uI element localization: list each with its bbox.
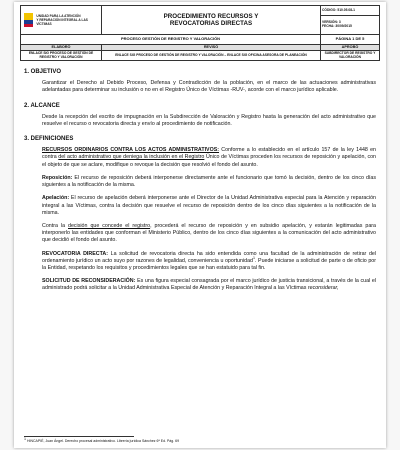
definition-term: RECURSOS ORDINARIOS CONTRA LOS ACTOS ADMINISTRATIVOS:	[42, 147, 220, 154]
footnote-reference[interactable]: 1	[252, 255, 255, 260]
footnote-divider	[24, 436, 134, 437]
logo-line-1: UNIDAD PARA LA ATENCIÓN	[36, 13, 81, 18]
colombia-flag-icon	[24, 13, 33, 27]
signature-reviso: ENLACE SIG PROCESO DE GESTIÓN DE REGISTRO Y VALORACIÓN – ENLACE SIG OFICINA ASESORA DE PLANEACIÓN	[102, 51, 321, 61]
signature-head-aprobo: APROBÓ	[321, 45, 380, 51]
definition-reconsideracion: SOLICITUD DE RECONSIDERACIÓN: Es una figura especial consagrada por el marco jurídico de justicia transicional, a través de la cual el administrado podrá solicitar a la Unidad Administrativa Especial de Atención y Reparación Integral a las Víctimas reconsiderar,	[42, 278, 377, 292]
definition-term: SOLICITUD DE RECONSIDERACIÓN:	[42, 278, 136, 285]
definition-term: REVOCATORIA DIRECTA:	[42, 250, 109, 257]
definition-term: Reposición:	[42, 174, 73, 181]
document-code: CÓDIGO: 510.05.08-1	[321, 6, 380, 16]
entity-logo	[22, 13, 100, 27]
signature-head-elaboro: ELABORÓ	[21, 45, 102, 51]
section-title-definitions: 3. DEFINICIONES	[24, 136, 74, 143]
definition-term: Apelación:	[42, 195, 70, 202]
logo-cell	[21, 6, 102, 35]
section-body-objective: Garantizar el Derecho al Debido Proceso, Defensa y Contradicción de la población, en el marco de las actuaciones administrativas adelantadas para determinar su inclusión o no en el Registro Único de Víctimas -RUV-, acorde con el marco jurídico aplicable.	[42, 80, 376, 94]
page-number: PÁGINA 1 DE 5	[321, 35, 380, 45]
document-header-table	[20, 5, 380, 61]
section-title-objective: 1. OBJETIVO	[24, 69, 62, 75]
document-body	[24, 68, 376, 299]
section-body-scope: Desde la recepción del escrito de impugnación en la Subdirección de Valoración y Registro hasta la generación del acto administrativo que resuelve el recurso o revocatoria directa y envío al procedimiento de notificación.	[42, 113, 376, 127]
footnote-text: HINCAPIÉ, Juan Ángel. Derecho procesal administrativo. Librería jurídica Sánchez 6ª Ed. Pág. 69	[26, 439, 180, 444]
definition-recursos-ordinarios: RECURSOS ORDINARIOS CONTRA LOS ACTOS ADMINISTRATIVOS: Conforme a lo establecido en el artículo 157 de la ley 1448 en contra del acto administrativo que deniega la inclusión en el Registro Único de Víctimas proceden los recursos de reposición y apelación, con el objeto de que se aclare, modifique o revoque la decisión que resolvió el fondo del asunto.	[42, 147, 377, 168]
document-page	[14, 2, 386, 448]
section-title-scope: 2. ALCANCE	[24, 102, 60, 109]
definition-revocatoria-directa: REVOCATORIA DIRECTA: La solicitud de revocatoria directa ha sido entendida como una facultad de la administración de retirar del ordenamiento jurídico un acto suyo por razones de legalidad, conveniencia u oportunidad$^1$. Puede iniciarse a solicitud de parte o de oficio por la Entidad, respetando los requisitos y procedimientos legales que se han estatuido para tal fin.	[42, 250, 377, 271]
definition-registro-concedido: Contra la decisión que concede el registro, procederá el recurso de reposición y en subsidio apelación, y estarán legitimadas para interponerlo las entidades que conforman el Ministerio Público, dentro de los cinco días siguientes a la comunicación del acto administrativo que decidió el fondo del asunto.	[42, 222, 376, 244]
signature-head-reviso: REVISÓ	[102, 45, 321, 51]
logo-line-2: Y REPARACIÓN INTEGRAL A LAS VÍCTIMAS	[36, 17, 88, 27]
footnote-number: 1	[24, 437, 26, 441]
signature-aprobo: SUBDIRECTOR DE REGISTRO Y VALORACIÓN	[321, 51, 380, 61]
document-title: PROCEDIMIENTO RECURSOS Y REVOCATORIAS DIRECTAS	[102, 6, 321, 35]
document-version-date: VERSIÓN: 3 FECHA: 30/09/2015	[321, 16, 380, 35]
footnote	[24, 436, 376, 443]
definition-reposicion: Reposición: El recurso de reposición deberá interponerse directamente ante el funcionario que tomó la decisión, dentro de los cinco días siguientes a la notificación de la misma.	[42, 174, 376, 189]
definition-apelacion: Apelación: El recurso de apelación deberá interponerse ante el Director de la Unidad Administrativa especial para la Atención y reparación integral a las Víctimas, contra la decisión que resuelve el recurso de reposición dentro de los cinco días siguientes a la notificación de la misma.	[42, 195, 376, 216]
signature-elaboro: ENLACE SIG PROCESO DE GESTIÓN DE REGISTRO Y VALORACIÓN	[21, 51, 102, 61]
process-name: PROCESO GESTIÓN DE REGISTRO Y VALORACIÓN	[21, 35, 321, 45]
